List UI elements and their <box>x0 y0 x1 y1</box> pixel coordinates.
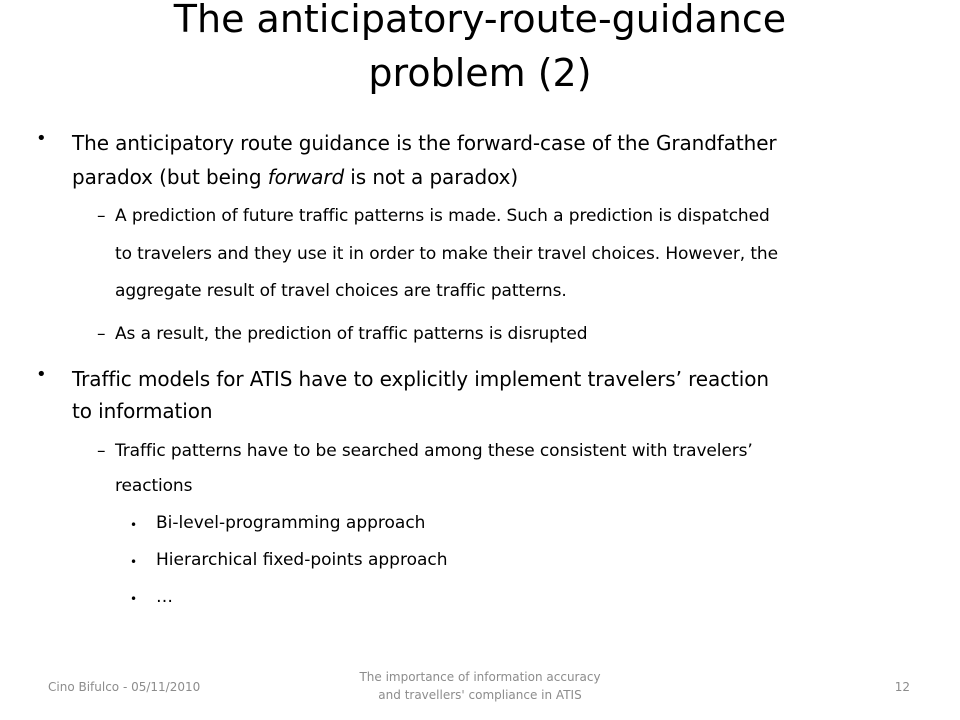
sub-1-1-line-1: A prediction of future traffic patterns is made. Such a prediction is dispatched <box>115 206 770 226</box>
sub-2-1-1: Bi-level-programming approach <box>156 513 426 533</box>
title-line-1: The anticipatory-route-guidance <box>173 0 787 41</box>
dash-glyph: – <box>97 206 106 226</box>
sub-2-1-3: … <box>156 587 173 607</box>
bullet-2-line-2: to information <box>72 399 213 423</box>
footer-title-line-1: The importance of information accuracy <box>359 670 601 684</box>
dash-glyph: – <box>97 324 106 344</box>
slide-title <box>60 0 900 100</box>
sub-1-1-line-3: aggregate result of travel choices are traffic patterns. <box>115 281 567 301</box>
sub-2-1-2: Hierarchical fixed-points approach <box>156 550 448 570</box>
small-bullet-glyph: • <box>130 592 138 606</box>
footer-title <box>330 668 630 704</box>
bullet-glyph: • <box>36 128 47 149</box>
footer-author-date: Cino Bifulco - 05/11/2010 <box>48 680 201 694</box>
footer-title-line-2: and travellers' compliance in ATIS <box>378 688 582 702</box>
bullet-1-text-b: is not a paradox) <box>344 165 519 189</box>
title-line-2: problem (2) <box>368 51 592 95</box>
small-bullet-glyph: • <box>130 555 138 569</box>
sub-2-1-line-1: Traffic patterns have to be searched among these consistent with travelers’ <box>115 441 753 461</box>
small-bullet-glyph: • <box>130 518 138 532</box>
dash-glyph: – <box>97 441 106 461</box>
bullet-1-line-1: The anticipatory route guidance is the forward-case of the Grandfather <box>72 131 777 155</box>
bullet-1-emphasis: forward <box>267 165 345 189</box>
page-number: 12 <box>894 680 910 694</box>
bullet-1-text-a: paradox (but being <box>72 165 268 189</box>
bullet-1-line-2 <box>72 162 922 192</box>
bullet-glyph: • <box>36 364 47 385</box>
bullet-2-line-1: Traffic models for ATIS have to explicitly implement travelers’ reaction <box>72 367 769 391</box>
sub-1-1-line-2: to travelers and they use it in order to make their travel choices. However, the <box>115 244 778 264</box>
sub-2-1-line-2: reactions <box>115 476 193 496</box>
sub-1-2-line-1: As a result, the prediction of traffic patterns is disrupted <box>115 324 588 344</box>
